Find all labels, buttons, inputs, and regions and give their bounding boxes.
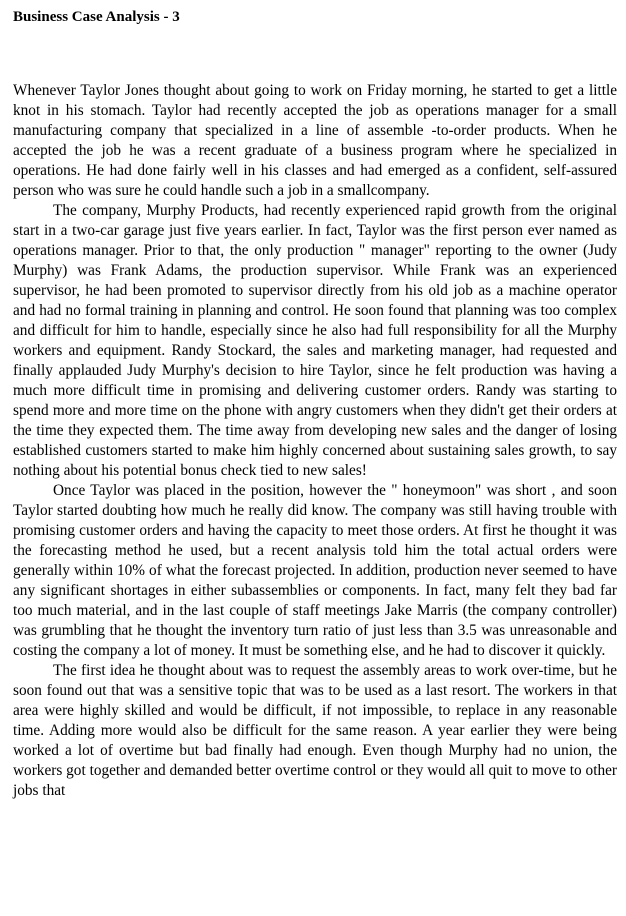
paragraph-3: Once Taylor was placed in the position, however the " honeymoon" was short , and soon Taylor started doubting how much he really did know. The company was still having trouble with promising customer orders and having the capacity to meet those orders. At first he thought it was the forecasting method he used, but a recent analysis told him the total actual orders were generally within 10% of what the forecast projected. In addition, production never seemed to have any significant shortages in either subassemblies or components. In fact, many felt they bad far too much material, and in the last couple of staff meetings Jake Marris (the company controller) was grumbling that he thought the inventory turn ratio of just less than 3.5 was unreasonable and costing the company a lot of money. It must be something else, and he had to discover it quickly. xyxy=(13,482,617,659)
document-body xyxy=(13,81,617,801)
paragraph-1: Whenever Taylor Jones thought about going to work on Friday morning, he started to get a little knot in his stomach. Taylor had recently accepted the job as operations manager for a small manufacturing company that specialized in a line of assemble -to-order products. When he accepted the job he was a recent graduate of a business program where he specialized in operations. He had done fairly well in his classes and had emerged as a confident, self-assured person who was sure he could handle such a job in a smallcompany. xyxy=(13,82,617,199)
paragraph-2: The company, Murphy Products, had recently experienced rapid growth from the original start in a two-car garage just five years earlier. In fact, Taylor was the first person ever named as operations manager. Prior to that, the only production " manager" reporting to the owner (Judy Murphy) was Frank Adams, the production supervisor. While Frank was an experienced supervisor, he had been promoted to supervisor directly from his old job as a machine operator and had no formal training in planning and control. He soon found that planning was too complex and difficult for him to handle, especially since he also had full responsibility for all the Murphy workers and equipment. Randy Stockard, the sales and marketing manager, had requested and finally applauded Judy Murphy's decision to hire Taylor, since he felt production was having a much more difficult time in promising and delivering customer orders. Randy was starting to spend more and more time on the phone with angry customers when they didn't get their orders at the time they expected them. The time away from developing new sales and the danger of losing established customers started to make him highly concerned about sustaining sales growth, to say nothing about his potential bonus check tied to new sales! xyxy=(13,202,617,479)
document-title: Business Case Analysis - 3 xyxy=(13,9,180,25)
paragraph-4: The first idea he thought about was to request the assembly areas to work over-time, but he soon found out that was a sensitive topic that was to be used as a last resort. The workers in that area were highly skilled and would be difficult, if not impossible, to replace in any reasonable time. Adding more would also be difficult for the same reason. A year earlier they were being worked a lot of overtime but bad finally had enough. Even though Murphy had no union, the workers got together and demanded better overtime control or they would all quit to move to other jobs that xyxy=(13,662,617,799)
